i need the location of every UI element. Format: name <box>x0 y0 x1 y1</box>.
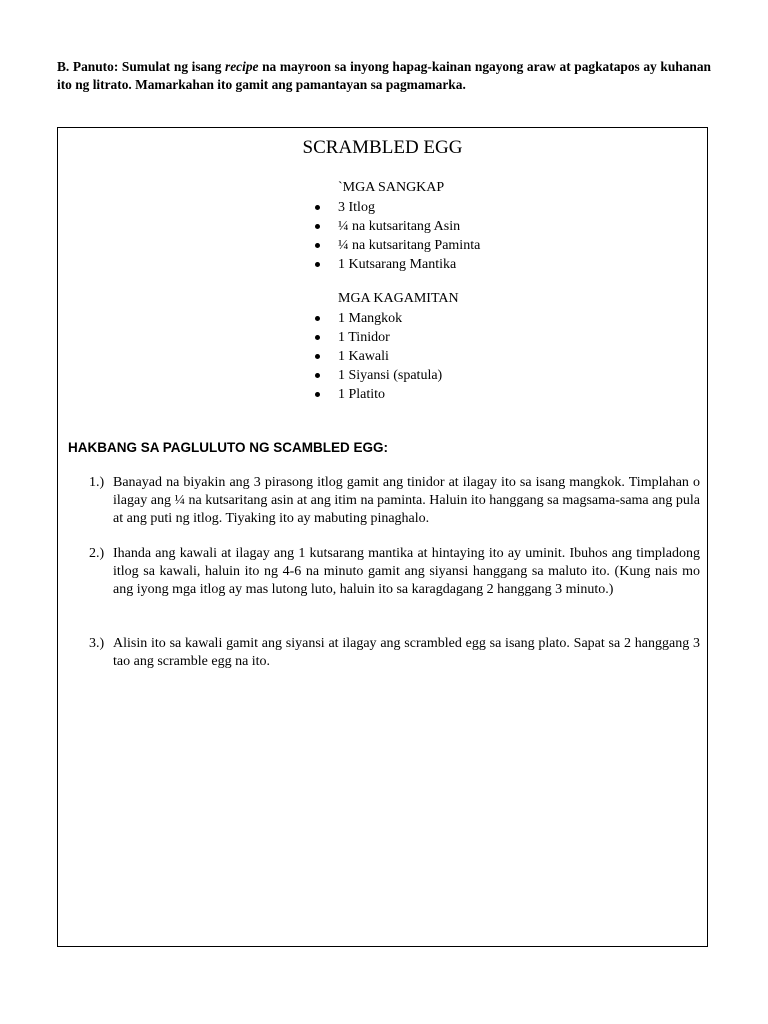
tool-item: 1 Siyansi (spatula) <box>313 366 442 385</box>
ingredient-item: 3 Itlog <box>313 198 480 217</box>
instructions-prefix: B. Panuto: Sumulat ng isang <box>57 59 226 74</box>
tool-item: 1 Tinidor <box>313 328 442 347</box>
step-text: Alisin ito sa kawali gamit ang siyansi at ilagay ang scrambled egg sa isang plato. Sapat sa 2 hanggang 3 tao ang scramble egg na ito. <box>113 636 700 669</box>
tool-item: 1 Platito <box>313 385 442 404</box>
instructions-paragraph <box>57 58 711 94</box>
step-item <box>89 545 700 599</box>
bullet-icon <box>315 262 320 267</box>
step-number: 1.) <box>89 475 105 490</box>
bullet-icon <box>315 205 320 210</box>
tools-heading: MGA KAGAMITAN <box>338 291 459 306</box>
ingredients-list <box>313 198 480 274</box>
bullet-icon <box>315 243 320 248</box>
instructions-suffix: na mayroon sa inyong hapag-kainan ngayong araw at pagkatapos ay kuhanan ito ng litrato. Mamarkahan ito gamit ang pamantayan sa pagmamarka. <box>57 59 711 92</box>
step-item <box>89 635 700 671</box>
tool-item: 1 Mangkok <box>313 309 442 328</box>
recipe-title: SCRAMBLED EGG <box>302 137 463 158</box>
step-text: Ihanda ang kawali at ilagay ang 1 kutsarang mantika at hintaying ito ay uminit. Ibuhos ang timpladong itlog sa kawali, haluin ito ng 4-6 na minuto gamit ang siyansi hanggang sa maluto ito. (Kung nais mo ang iyong mga itlog ay mas lutong luto, haluin ito sa karagdagang 2 hanggang 3 minuto.) <box>113 546 700 597</box>
tools-list <box>313 309 442 404</box>
bullet-icon <box>315 224 320 229</box>
bullet-icon <box>315 373 320 378</box>
bullet-icon <box>315 392 320 397</box>
bullet-icon <box>315 316 320 321</box>
step-text: Banayad na biyakin ang 3 pirasong itlog gamit ang tinidor at ilagay ito sa isang mangkok. Timplahan o ilagay ang ¼ na kutsaritang asin at ang itim na paminta. Haluin ito hanggang sa magsama-sama ang pula at ang puti ng itlog. Tiyaking ito ay mabuting pinaghalo. <box>113 475 700 526</box>
ingredient-item: ¼ na kutsaritang Paminta <box>313 236 480 255</box>
step-number: 3.) <box>89 636 105 651</box>
ingredient-item: 1 Kutsarang Mantika <box>313 255 480 274</box>
bullet-icon <box>315 335 320 340</box>
tool-item: 1 Kawali <box>313 347 442 366</box>
recipe-box <box>57 127 708 947</box>
ingredient-item: ¼ na kutsaritang Asin <box>313 217 480 236</box>
steps-heading: HAKBANG SA PAGLULUTO NG SCAMBLED EGG: <box>68 440 388 455</box>
bullet-icon <box>315 354 320 359</box>
ingredients-heading: `MGA SANGKAP <box>338 180 445 195</box>
step-number: 2.) <box>89 546 105 561</box>
step-item <box>89 474 700 528</box>
instructions-emphasis: recipe <box>225 59 259 74</box>
